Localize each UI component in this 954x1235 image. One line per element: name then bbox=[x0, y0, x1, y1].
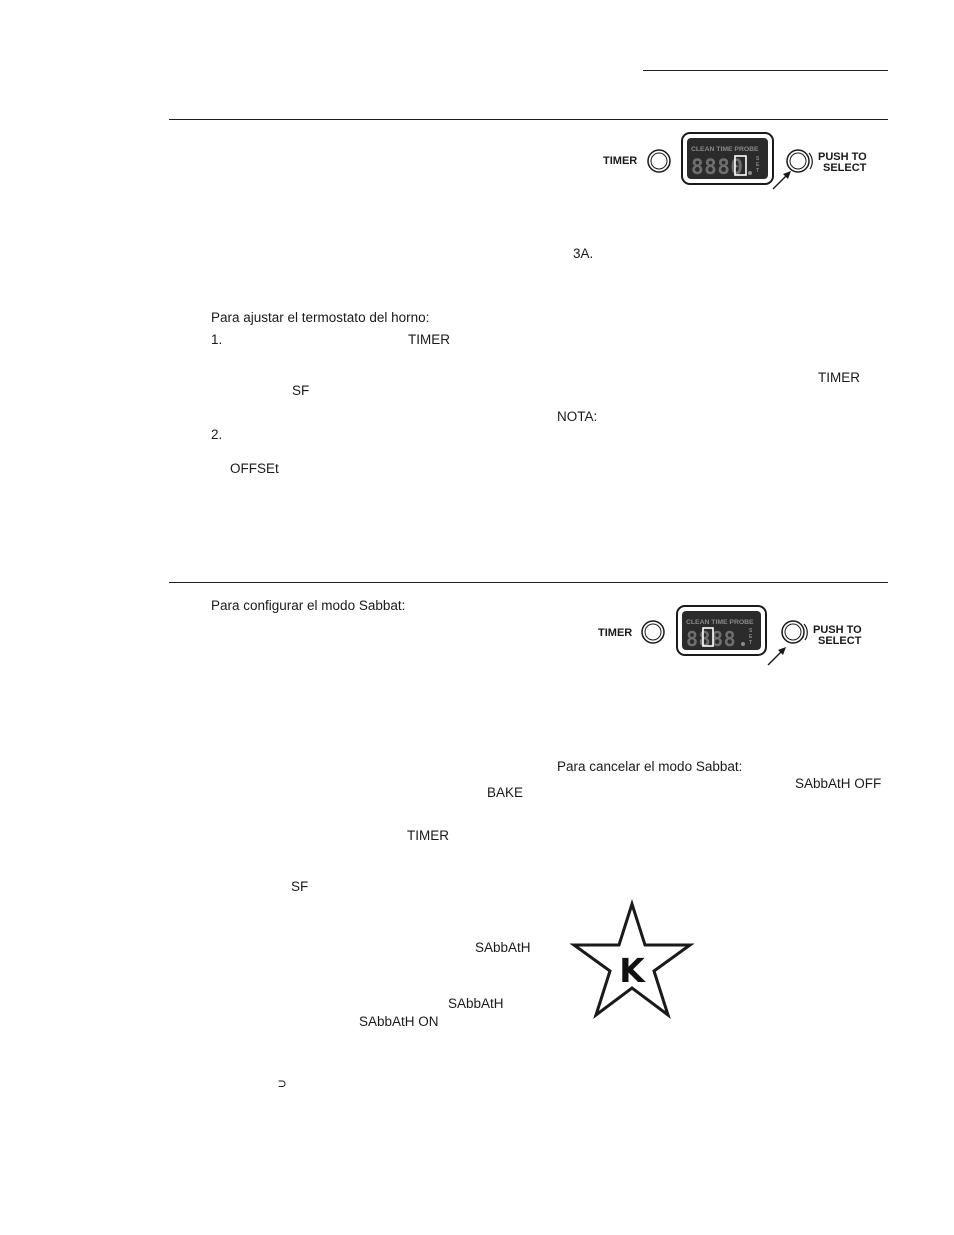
lcd-side-letter-s: S bbox=[749, 628, 753, 634]
lcd-side-letter-e: E bbox=[756, 162, 760, 168]
control-panel-illustration-top bbox=[598, 131, 878, 195]
push-to-select-knob[interactable] bbox=[787, 150, 812, 172]
sabbath-on-display-text: SAbbAtH ON bbox=[359, 1014, 439, 1029]
thermostat-heading: Para ajustar el termostato del horno: bbox=[211, 310, 430, 325]
push-to-label: PUSH TO bbox=[813, 624, 862, 636]
lcd-side-letter-e: E bbox=[749, 634, 753, 640]
lcd-indicator-labels: CLEAN TIME PROBE bbox=[691, 146, 759, 153]
offset-display-text: OFFSEt bbox=[230, 461, 279, 476]
note-label: NOTA: bbox=[557, 409, 598, 424]
sabbath-sf-keyword: SF bbox=[291, 879, 309, 894]
lcd-side-letter-t: T bbox=[749, 640, 753, 646]
section-divider-thermostat bbox=[169, 119, 888, 120]
pointer-arrow-icon bbox=[768, 647, 786, 665]
header-rule bbox=[643, 70, 888, 71]
step-1-number: 1. bbox=[211, 332, 223, 347]
lcd-display bbox=[677, 606, 766, 655]
timer-button[interactable] bbox=[648, 150, 670, 172]
timer-label: TIMER bbox=[603, 155, 638, 167]
figure-reference: 3A. bbox=[573, 246, 594, 261]
step-2-number: 2. bbox=[211, 427, 223, 442]
timer-button[interactable] bbox=[642, 621, 664, 643]
sabbath-display-text-2: SAbbAtH bbox=[448, 996, 504, 1011]
bake-keyword: BAKE bbox=[487, 785, 524, 800]
sabbath-off-display-text: SAbbAtH OFF bbox=[795, 776, 882, 791]
right-column-timer-keyword: TIMER bbox=[818, 370, 860, 385]
lcd-lock-icon bbox=[748, 171, 752, 175]
star-k-kosher-symbol bbox=[568, 898, 696, 1022]
section-divider-sabbath bbox=[169, 582, 888, 583]
lcd-digits: 8888 bbox=[686, 627, 737, 651]
sabbath-timer-keyword: TIMER bbox=[407, 828, 449, 843]
lcd-indicator-labels: CLEAN TIME PROBE bbox=[686, 619, 754, 626]
lcd-display bbox=[682, 133, 773, 184]
select-label: SELECT bbox=[823, 162, 867, 174]
lcd-side-letter-t: T bbox=[756, 168, 760, 174]
cancel-sabbath-heading: Para cancelar el modo Sabbat: bbox=[557, 759, 743, 774]
sabbath-bracket-symbol: ⊃ bbox=[278, 1076, 287, 1092]
kosher-k-letter: K bbox=[619, 951, 645, 990]
sabbath-heading: Para configurar el modo Sabbat: bbox=[211, 598, 406, 613]
lcd-side-letter-s: S bbox=[756, 156, 760, 162]
sabbath-display-text-1: SAbbAtH bbox=[475, 940, 531, 955]
pointer-arrow-icon bbox=[773, 171, 791, 189]
push-to-select-knob[interactable] bbox=[782, 621, 807, 643]
select-label: SELECT bbox=[818, 635, 862, 647]
lcd-digits: 8880 bbox=[691, 155, 744, 179]
timer-label: TIMER bbox=[598, 627, 633, 639]
sf-keyword: SF bbox=[292, 383, 310, 398]
lcd-lock-icon bbox=[741, 642, 745, 646]
push-to-label: PUSH TO bbox=[818, 151, 867, 163]
step-1-timer-keyword: TIMER bbox=[408, 332, 450, 347]
control-panel-illustration-bottom bbox=[594, 604, 874, 668]
